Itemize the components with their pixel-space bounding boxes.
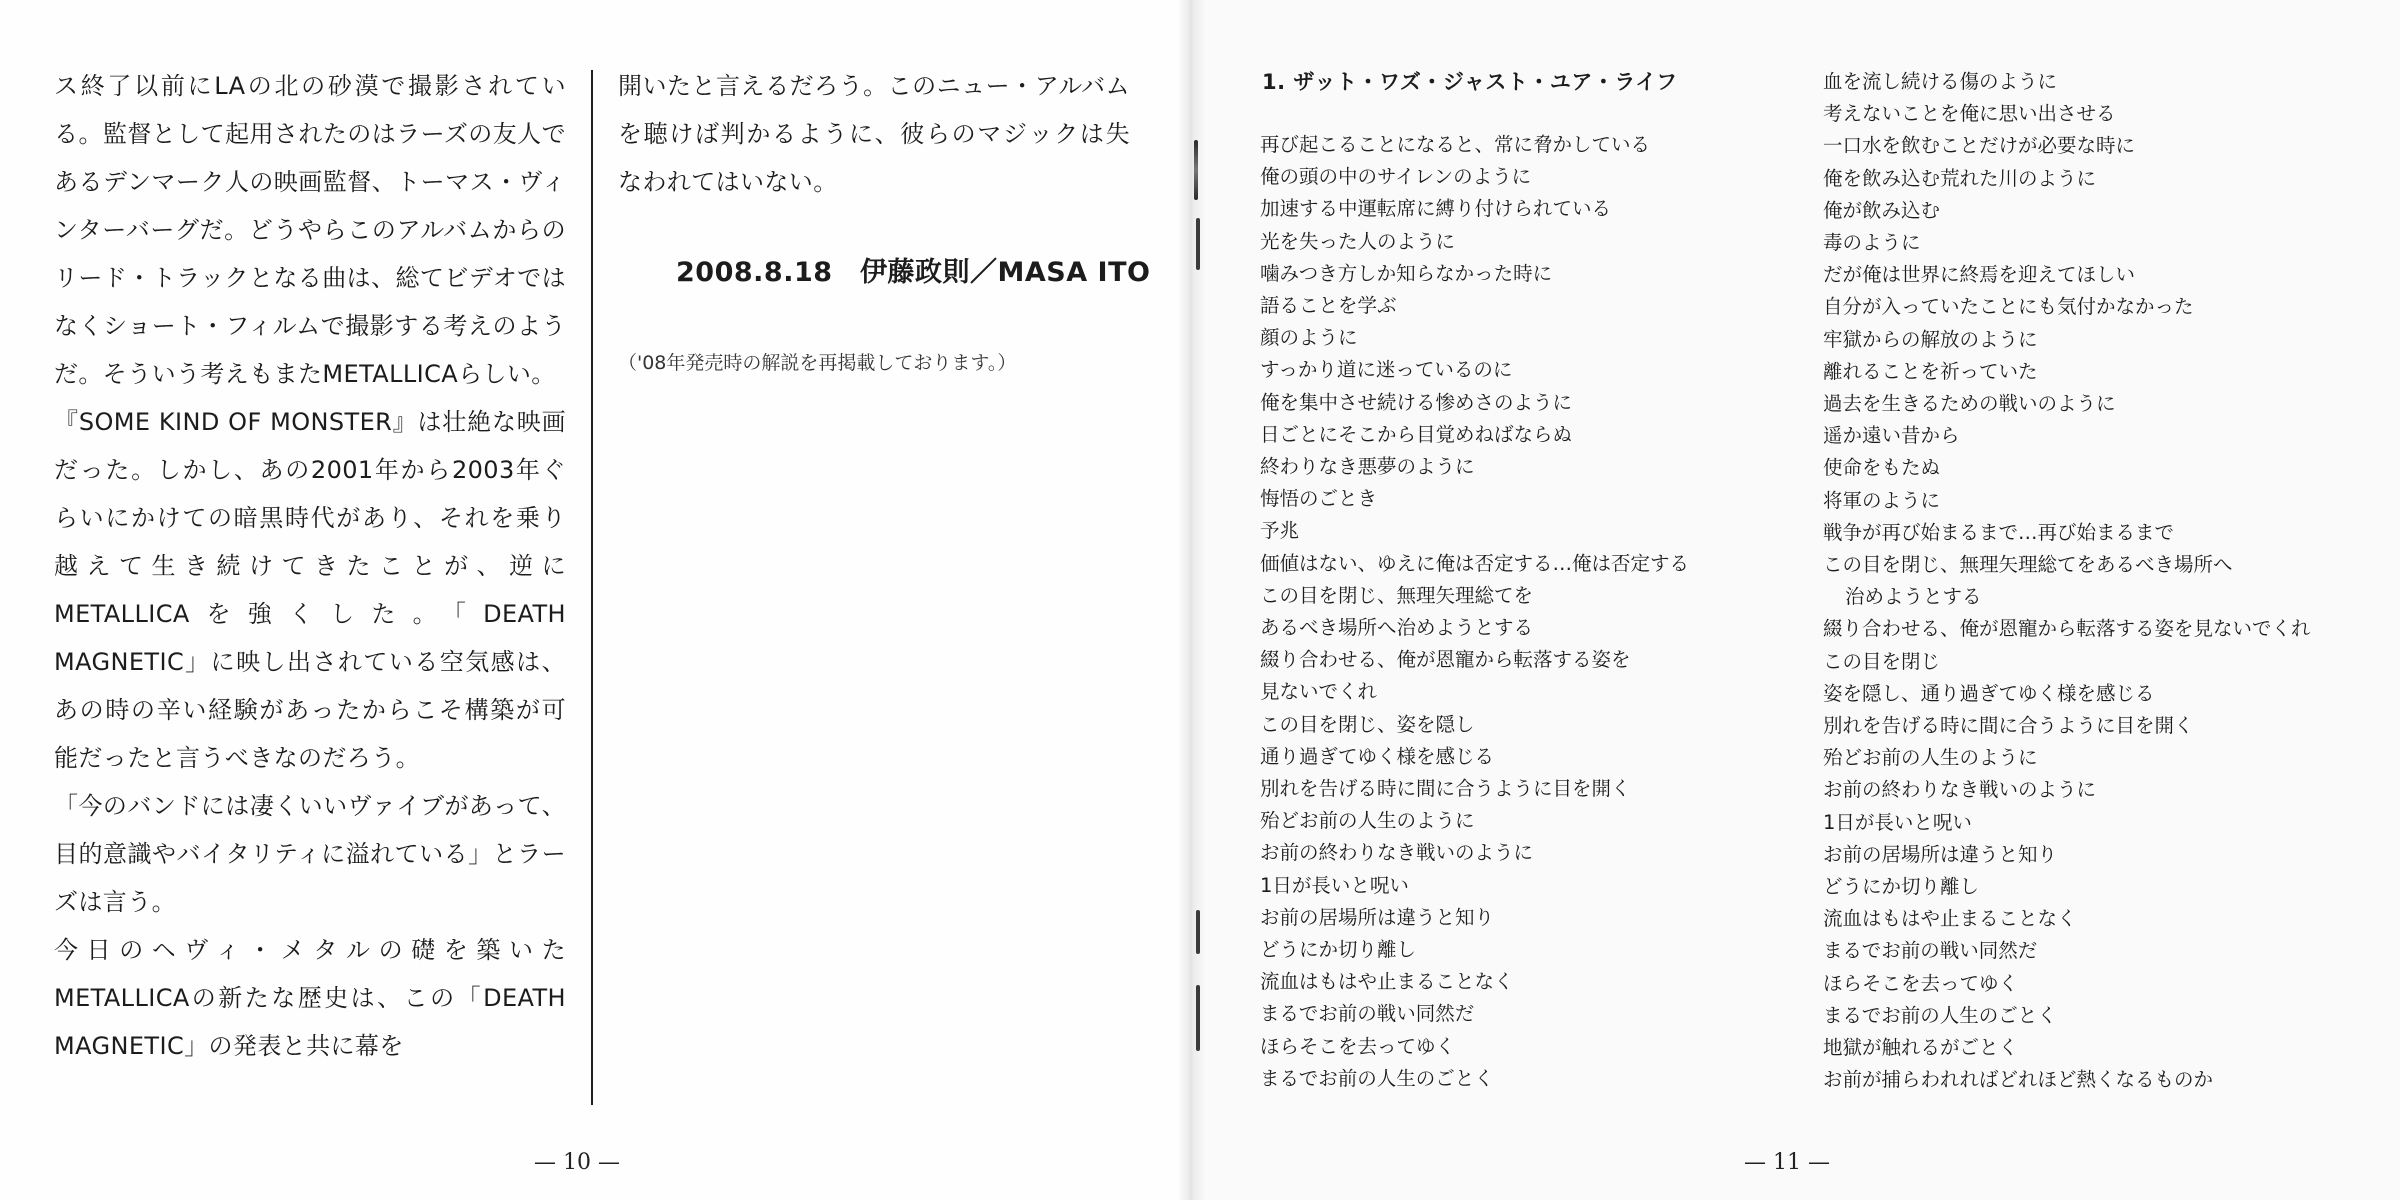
lyric-line: まるでお前の戦い同然だ: [1260, 1002, 1475, 1026]
lyric-line: お前の終わりなき戦いのように: [1260, 841, 1534, 865]
lyric-line: 流血はもはや止まることなく: [1823, 907, 2077, 931]
lyric-line: 悔悟のごとき: [1260, 487, 1378, 511]
lyric-line: まるでお前の人生のごとく: [1260, 1066, 1494, 1090]
commentary-paragraph: 開いたと言えるだろう。このニュー・アルバムを聴けば判かるように、彼らのマジックは失なわれてはいない。: [618, 72, 1130, 196]
lyric-line: 俺が飲み込む: [1823, 198, 1941, 222]
lyric-line: あるべき場所へ治めようとする: [1260, 616, 1534, 640]
lyric-line: 加速する中運転席に縛り付けられている: [1260, 197, 1612, 221]
lyric-line: 別れを告げる時に間に合うように目を開く: [1260, 777, 1631, 801]
binding-staple: [1194, 140, 1198, 200]
lyric-line: 別れを告げる時に間に合うように目を開く: [1823, 714, 2194, 738]
lyric-line: 将軍のように: [1823, 488, 1941, 512]
lyric-line: ほらそこを去ってゆく: [1260, 1034, 1456, 1058]
lyric-line: 遥か遠い昔から: [1823, 424, 1960, 448]
lyric-line: この目を閉じ、無理矢理総てを: [1260, 583, 1534, 607]
lyric-line: 綴り合わせる、俺が恩寵から転落する姿を: [1260, 648, 1631, 672]
lyrics-column-1: [1260, 129, 1689, 1095]
commentary-paragraph: 今日のヘヴィ・メタルの礎を築いたMETALLICAの新たな歴史は、この「DEATH MAGNETIC」の発表と共に幕を: [54, 936, 566, 1060]
lyric-line: お前の終わりなき戦いのように: [1823, 778, 2097, 802]
page-number-right: — 11 —: [1744, 1150, 1830, 1175]
commentary-paragraph: 「今のバンドには凄くいいヴァイブがあって、目的意識やバイタリティに溢れている」とラーズは言う。: [54, 792, 566, 916]
commentary-column-2: [618, 62, 1130, 206]
commentary-column-1: [54, 62, 566, 1070]
lyric-line: お前の居場所は違うと知り: [1260, 905, 1495, 929]
lyric-line: 予兆: [1260, 519, 1300, 543]
lyric-line: 考えないことを俺に思い出させる: [1823, 102, 2116, 126]
lyric-line: 自分が入っていたことにも気付かなかった: [1823, 295, 2194, 319]
author-signature: 2008.8.18 伊藤政則／MASA ITO: [676, 257, 1151, 288]
lyric-line: 綴り合わせる、俺が恩寵から転落する姿を見ないでくれ: [1823, 617, 2311, 641]
lyric-line: 過去を生きるための戦いのように: [1823, 392, 2116, 416]
lyric-line: 姿を隠し、通り過ぎてゆく様を感じる: [1823, 681, 2155, 705]
commentary-paragraph: ス終了以前にLAの北の砂漠で撮影されている。監督として起用されたのはラーズの友人であるデンマーク人の映画監督、トーマス・ヴィンターバーグだ。どうやらこのアルバムからのリード・トラックとなる曲は、総てビデオではなくショート・フィルムで撮影する考えのようだ。そういう考えもまたMETALLICAらしい。: [54, 72, 566, 388]
lyric-line: 見ないでくれ: [1260, 680, 1378, 704]
lyric-line: 毒のように: [1823, 231, 1921, 255]
lyric-line: 終わりなき悪夢のように: [1260, 455, 1475, 479]
lyric-line: 顔のように: [1260, 326, 1358, 350]
lyric-line: 俺の頭の中のサイレンのように: [1260, 165, 1532, 189]
lyric-line: ほらそこを去ってゆく: [1823, 971, 2019, 995]
lyric-line: お前の居場所は違うと知り: [1823, 842, 2058, 866]
song-title: 1. ザット・ワズ・ジャスト・ユア・ライフ: [1262, 70, 1678, 94]
lyric-line: 1日が長いと呪い: [1260, 873, 1409, 897]
commentary-paragraph: 『SOME KIND OF MONSTER』は壮絶な映画だった。しかし、あの2001年から2003年ぐらいにかけての暗黒時代があり、それを乗り越えて生き続けてきたことが、逆にMETALLICAを強くした。「DEATH MAGNETIC」に映し出されている空気感は、あの時の辛い経験があったからこそ構築が可能だったと言うべきなのだろう。: [54, 408, 566, 772]
lyric-line: 俺を集中させ続ける惨めさのように: [1260, 390, 1573, 414]
lyric-line: 使命をもたぬ: [1823, 456, 1941, 480]
lyric-line: 通り過ぎてゆく様を感じる: [1260, 744, 1495, 768]
lyric-line: 治めようとする: [1845, 585, 1982, 609]
lyric-line: この目を閉じ、無理矢理総てをあるべき場所へ: [1823, 553, 2233, 577]
reprint-note: （'08年発売時の解説を再掲載しております。）: [618, 352, 1017, 374]
lyric-line: 1日が長いと呪い: [1823, 810, 1972, 834]
lyric-line: 離れることを祈っていた: [1823, 359, 2038, 383]
binding-staple: [1196, 910, 1200, 954]
lyric-line: 殆どお前の人生のように: [1823, 746, 2038, 770]
binding-staple: [1196, 218, 1200, 270]
lyric-line: まるでお前の戦い同然だ: [1823, 939, 2038, 963]
page-number-left: — 10 —: [534, 1150, 620, 1175]
lyric-line: どうにか切り離し: [1260, 938, 1417, 962]
lyric-line: 光を失った人のように: [1260, 229, 1456, 253]
lyric-line: どうにか切り離し: [1823, 875, 1980, 899]
lyric-line: まるでお前の人生のごとく: [1823, 1003, 2057, 1027]
lyric-line: 俺を飲み込む荒れた川のように: [1823, 166, 2097, 190]
binding-staple: [1196, 985, 1200, 1051]
lyric-line: 再び起こることになると、常に脅かしている: [1260, 133, 1651, 156]
column-divider: [591, 70, 593, 1105]
left-page: [0, 0, 1190, 1200]
lyrics-column-2: [1823, 66, 2311, 1097]
lyric-line: だが俺は世界に終焉を迎えてほしい: [1823, 263, 2136, 287]
lyric-line: 日ごとにそこから目覚めねばならぬ: [1260, 422, 1573, 446]
lyric-line: 価値はない、ゆえに俺は否定する…俺は否定する: [1260, 551, 1690, 575]
lyric-line: 地獄が触れるがごとく: [1823, 1036, 2019, 1060]
book-spine-gutter: [1178, 0, 1204, 1200]
lyric-line: この目を閉じ: [1823, 649, 1941, 673]
lyric-line: お前が捕らわれればどれほど熱くなるものか: [1823, 1068, 2214, 1092]
lyric-line: 血を流し続ける傷のように: [1823, 70, 2058, 93]
lyric-line: 流血はもはや止まることなく: [1260, 970, 1514, 994]
lyric-line: 戦争が再び始まるまで…再び始まるまで: [1823, 520, 2175, 544]
lyric-line: この目を閉じ、姿を隠し: [1260, 712, 1475, 736]
lyric-line: 牢獄からの解放のように: [1823, 327, 2038, 351]
lyric-line: すっかり道に迷っているのに: [1260, 358, 1513, 382]
lyric-line: 噛みつき方しか知らなかった時に: [1260, 261, 1553, 285]
lyric-line: 殆どお前の人生のように: [1260, 809, 1475, 833]
lyric-line: 一口水を飲むことだけが必要な時に: [1823, 134, 2136, 158]
lyric-line: 語ることを学ぶ: [1260, 294, 1397, 318]
